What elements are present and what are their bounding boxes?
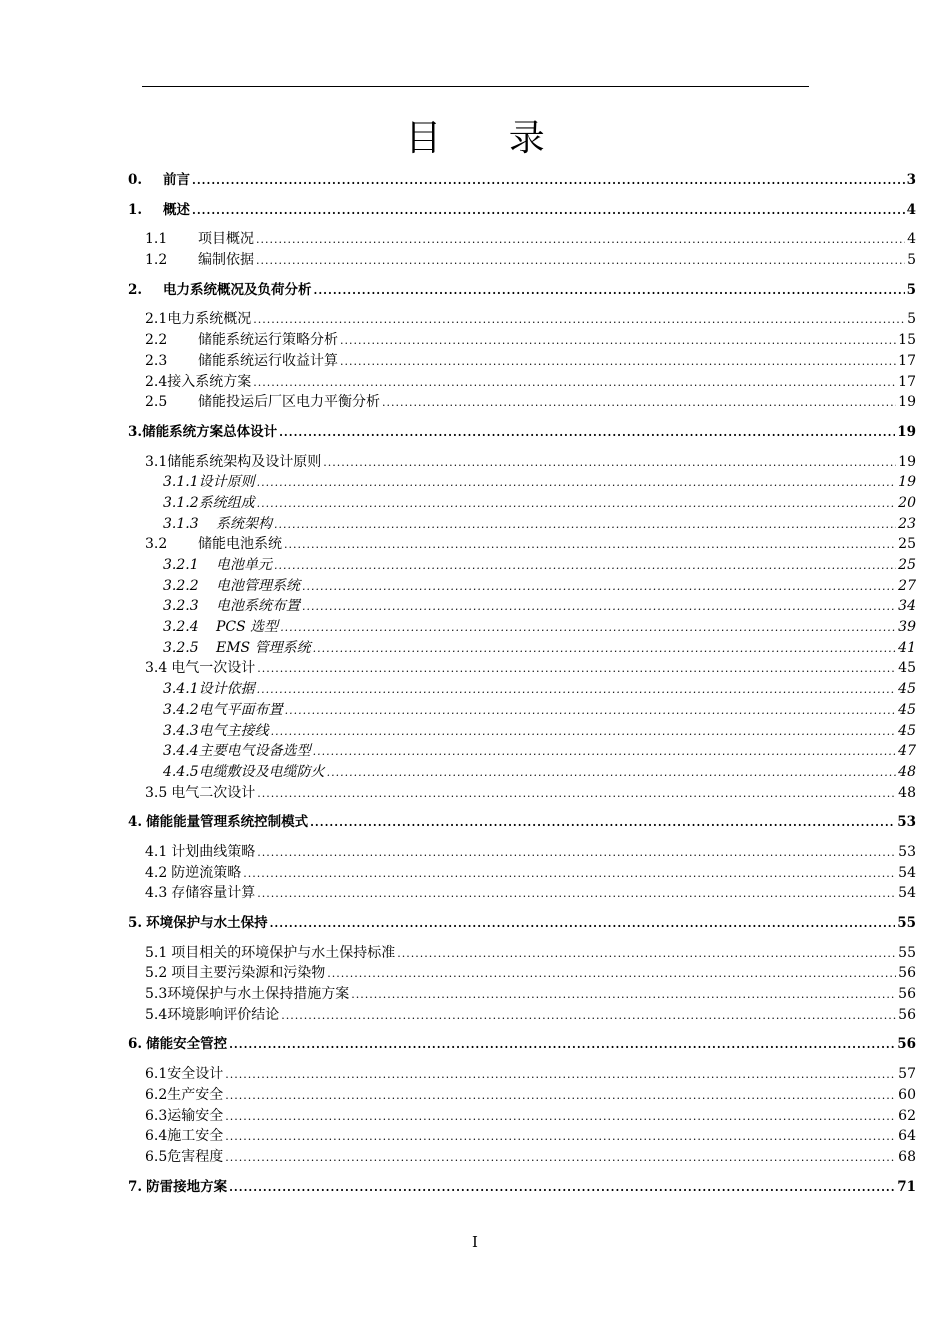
toc-entry[interactable] [163, 638, 916, 659]
toc-entry-label: 环境保护与水土保持 [146, 915, 268, 931]
toc-entry-label: 编制依据 [198, 252, 254, 269]
toc-entry-page: 60 [898, 1086, 916, 1103]
toc-entry-label: 储能系统运行策略分析 [198, 332, 338, 349]
toc-entry-number: 0. [128, 172, 143, 188]
dot-leader [257, 494, 897, 515]
toc-entry-label: 储能系统方案总体设计 [142, 423, 278, 440]
toc-entry-label: 主要电气设备选型 [198, 743, 311, 760]
dot-leader [229, 1035, 895, 1056]
toc-entry-page: 3 [906, 172, 916, 188]
toc-entry-label: 电气平面布置 [198, 701, 283, 718]
toc-entry-page: 34 [898, 598, 916, 615]
toc-entry-number: 3.2 [145, 536, 168, 553]
toc-entry[interactable] [145, 1005, 916, 1026]
toc-entry-page: 20 [898, 494, 916, 511]
toc-entry[interactable] [145, 1085, 916, 1106]
toc-entry-page: 45 [898, 660, 916, 677]
toc-entry-number: 3.2.4 [163, 619, 199, 636]
toc-entry-number: 3.2.5 [163, 639, 199, 656]
toc-entry-page: 25 [898, 536, 916, 553]
toc-entry-number: 5.2 [145, 965, 168, 982]
dot-leader [280, 618, 896, 639]
dot-leader [285, 701, 897, 722]
toc-entry-label: 防雷接地方案 [146, 1178, 228, 1195]
toc-entry-page: 68 [898, 1148, 916, 1165]
toc-entry[interactable] [145, 452, 916, 473]
dot-leader [256, 251, 905, 272]
toc-entry-number: 3.2.1 [163, 557, 199, 573]
toc-entry-label: 电缆敷设及电缆防火 [198, 763, 325, 780]
toc-entry[interactable] [145, 392, 916, 413]
toc-entry-label: 电池管理系统 [216, 577, 300, 594]
toc-entry[interactable] [163, 493, 916, 514]
toc-entry[interactable] [145, 1147, 916, 1168]
header-rule [142, 86, 809, 87]
toc-entry-page: 19 [898, 453, 916, 470]
toc-entry-page: 57 [898, 1066, 916, 1083]
dot-leader [314, 281, 905, 302]
dot-leader [257, 473, 897, 494]
toc-entry[interactable] [163, 576, 916, 597]
toc-entry-page: 45 [898, 722, 916, 739]
dot-leader [243, 864, 896, 885]
toc-title: 目 录 [405, 118, 573, 159]
toc-entry[interactable] [145, 783, 916, 804]
toc-entry[interactable] [128, 200, 916, 221]
dot-leader [302, 597, 896, 618]
toc-entry[interactable] [128, 422, 916, 443]
toc-entry-page: 23 [898, 515, 916, 532]
toc-entry-page: 55 [897, 915, 916, 931]
toc-entry[interactable] [145, 372, 916, 393]
toc-entry-page: 48 [898, 784, 916, 801]
toc-entry-number: 3. [128, 423, 143, 440]
toc-entry-number: 4.4.5 [163, 763, 199, 780]
toc-entry[interactable] [145, 1106, 916, 1127]
toc-entry-page: 56 [898, 1006, 916, 1023]
toc-entry[interactable] [145, 883, 916, 904]
toc-entry[interactable] [145, 658, 916, 679]
toc-entry-label: 危害程度 [167, 1148, 224, 1165]
toc-entry-label: 电气一次设计 [171, 660, 256, 677]
dot-leader [225, 1065, 896, 1086]
toc-entry-label: 概述 [163, 201, 190, 218]
toc-entry[interactable] [145, 842, 916, 863]
toc-entry-page: 48 [898, 763, 916, 780]
section-gap [128, 220, 916, 229]
toc-entry[interactable] [145, 943, 916, 964]
toc-entry-number: 2.3 [145, 352, 168, 369]
dot-leader [256, 230, 905, 251]
section-gap [128, 1168, 916, 1177]
toc-entry[interactable] [128, 812, 916, 833]
toc-entry-number: 3.1.1 [163, 474, 199, 491]
toc-entry[interactable] [163, 721, 916, 742]
section-gap [128, 300, 916, 309]
dot-leader [229, 1178, 895, 1199]
toc-entry-number: 3.5 [145, 784, 168, 801]
toc-entry-label: PCS 选型 [216, 619, 279, 636]
toc-entry-number: 3.2.2 [163, 577, 199, 594]
toc-entry-number: 6.5 [145, 1148, 168, 1165]
toc-entry-page: 54 [898, 885, 916, 902]
toc-entry[interactable] [163, 596, 916, 617]
toc-entry-label: 生产安全 [167, 1086, 224, 1103]
toc-entry[interactable] [145, 250, 916, 271]
toc-entry[interactable] [128, 1177, 916, 1198]
toc-entry-number: 6.1 [145, 1066, 168, 1083]
toc-entry-number: 1.2 [145, 252, 168, 269]
dot-leader [313, 639, 897, 660]
toc-entry[interactable] [128, 170, 916, 191]
toc-entry-number: 1. [128, 201, 143, 218]
toc-entry-number: 6.2 [145, 1086, 168, 1103]
dot-leader [274, 556, 896, 577]
section-gap [128, 904, 916, 913]
dot-leader [302, 577, 896, 598]
toc-entry-page: 47 [898, 743, 916, 760]
toc-entry-number: 7. [128, 1178, 143, 1195]
toc-entry-number: 3.1.2 [163, 494, 199, 511]
dot-leader [192, 201, 905, 222]
toc-entry-page: 15 [898, 332, 916, 349]
toc-entry[interactable] [145, 1064, 916, 1085]
dot-leader [274, 515, 896, 536]
dot-leader [257, 843, 896, 864]
toc-entry-page: 56 [898, 965, 916, 982]
dot-leader [281, 1006, 896, 1027]
toc-entry-number: 3.4 [145, 660, 168, 677]
toc-entry-number: 4.3 [145, 885, 168, 902]
dot-leader [340, 352, 896, 373]
toc-entry-label: 存储容量计算 [171, 885, 256, 902]
dot-leader [397, 944, 896, 965]
toc-entry-label: 环境保护与水土保持措施方案 [167, 986, 350, 1003]
toc-entry[interactable] [163, 472, 916, 493]
section-gap [128, 833, 916, 842]
toc-entry-page: 41 [898, 639, 916, 656]
toc-entry-page: 39 [898, 619, 916, 636]
section-gap [128, 443, 916, 452]
dot-leader [327, 763, 897, 784]
toc-entry-page: 4 [906, 201, 916, 218]
dot-leader [351, 985, 896, 1006]
toc-entry-number: 5.3 [145, 986, 168, 1003]
toc-entry-page: 17 [898, 373, 916, 390]
toc-entry[interactable] [163, 679, 916, 700]
toc-entry-label: 储能安全管控 [146, 1036, 228, 1053]
dot-leader [382, 393, 896, 414]
toc-entry-number: 2. [128, 281, 143, 298]
toc-entry-page: 62 [898, 1107, 916, 1124]
toc-entry-page: 71 [897, 1178, 916, 1195]
toc-entry-label: 电池单元 [216, 557, 272, 573]
toc-entry-number: 1.1 [145, 231, 168, 248]
toc-entry-label: 接入系统方案 [167, 373, 252, 390]
toc-entry-label: 储能电池系统 [198, 536, 282, 553]
toc-entry-number: 2.5 [145, 394, 168, 411]
toc-entry-label: EMS 管理系统 [216, 639, 311, 656]
dot-leader [310, 813, 895, 834]
dot-leader [253, 373, 896, 394]
toc-entry-page: 25 [898, 557, 916, 573]
toc-entry-page: 64 [898, 1128, 916, 1145]
toc-entry-page: 4 [907, 231, 916, 248]
dot-leader [225, 1148, 896, 1169]
toc-entry[interactable] [145, 534, 916, 555]
toc-entry-label: 项目相关的环境保护与水土保持标准 [171, 944, 396, 961]
toc-entry-number: 3.2.3 [163, 598, 199, 615]
toc-entry[interactable] [163, 514, 916, 535]
toc-entry[interactable] [145, 330, 916, 351]
toc-entry[interactable] [163, 741, 916, 762]
section-gap [128, 803, 916, 812]
toc-entry-label: 储能能量管理系统控制模式 [146, 814, 309, 831]
toc-entry-number: 3.4.3 [163, 722, 199, 739]
toc-entry[interactable] [128, 1034, 916, 1055]
toc-entry[interactable] [145, 863, 916, 884]
toc-entry-label: 储能系统运行收益计算 [198, 352, 338, 369]
dot-leader [279, 423, 895, 444]
section-gap [128, 1055, 916, 1064]
toc-entry[interactable] [128, 913, 916, 934]
toc-entry[interactable] [163, 555, 916, 576]
toc-entry-number: 3.1.3 [163, 515, 199, 532]
dot-leader [257, 659, 896, 680]
toc-entry-label: 环境影响评价结论 [167, 1006, 280, 1023]
toc-entry-page: 5 [907, 311, 916, 328]
toc-entry-number: 5.4 [145, 1006, 168, 1023]
toc-entry-number: 2.2 [145, 332, 168, 349]
dot-leader [313, 742, 897, 763]
toc-entry-number: 6.3 [145, 1107, 168, 1124]
section-gap [128, 413, 916, 422]
toc-entry-label: 电气主接线 [198, 722, 269, 739]
toc-entry-page: 45 [898, 681, 916, 698]
toc-entry-label: 项目概况 [198, 231, 254, 248]
dot-leader [253, 310, 905, 331]
toc-entry-label: 电力系统概况 [167, 311, 252, 328]
toc-entry-page: 27 [898, 577, 916, 594]
toc-entry[interactable] [145, 1126, 916, 1147]
toc-entry-number: 5.1 [145, 944, 168, 961]
dot-leader [323, 453, 896, 474]
toc-entry-page: 54 [898, 864, 916, 881]
toc-entry-number: 6. [128, 1036, 143, 1053]
dot-leader [284, 535, 896, 556]
section-gap [128, 934, 916, 943]
toc-entry[interactable] [163, 700, 916, 721]
toc-entry-label: 施工安全 [167, 1128, 224, 1145]
toc-entry[interactable] [163, 617, 916, 638]
toc-entry[interactable] [163, 762, 916, 783]
dot-leader [192, 171, 905, 192]
section-gap [128, 191, 916, 200]
toc-entry-page: 56 [897, 1036, 916, 1053]
table-of-contents [128, 170, 916, 1197]
toc-entry-label: 储能系统架构及设计原则 [167, 453, 322, 470]
dot-leader [257, 784, 896, 805]
toc-entry-label: 计划曲线策略 [171, 843, 256, 860]
toc-entry-number: 3.4.1 [163, 681, 199, 698]
toc-entry-number: 4. [128, 814, 143, 831]
page-number: I [472, 1233, 478, 1251]
dot-leader [225, 1127, 896, 1148]
dot-leader [225, 1086, 896, 1107]
toc-entry[interactable] [128, 280, 916, 301]
dot-leader [270, 914, 896, 935]
toc-entry-number: 3.4.2 [163, 701, 199, 718]
toc-entry-label: 安全设计 [167, 1066, 224, 1083]
toc-entry-page: 19 [897, 423, 916, 440]
toc-entry-page: 19 [898, 474, 916, 491]
dot-leader [225, 1107, 896, 1128]
toc-entry-label: 防逆流策略 [171, 864, 242, 881]
dot-leader [271, 722, 897, 743]
section-gap [128, 271, 916, 280]
toc-entry-page: 55 [898, 944, 916, 961]
dot-leader [340, 331, 896, 352]
toc-entry-page: 17 [898, 352, 916, 369]
dot-leader [257, 680, 897, 701]
toc-entry-label: 设计依据 [198, 681, 255, 698]
toc-entry-number: 3.4.4 [163, 743, 199, 760]
toc-entry[interactable] [145, 984, 916, 1005]
toc-entry-label: 运输安全 [167, 1107, 224, 1124]
toc-entry-page: 53 [897, 814, 916, 831]
toc-entry-page: 19 [898, 394, 916, 411]
toc-entry-number: 5. [128, 915, 143, 931]
dot-leader [257, 884, 896, 905]
toc-entry-number: 4.1 [145, 843, 168, 860]
toc-entry-label: 电力系统概况及负荷分析 [163, 281, 312, 298]
toc-entry[interactable] [145, 309, 916, 330]
toc-entry-label: 前言 [163, 172, 190, 188]
dot-leader [327, 964, 896, 985]
toc-entry-page: 45 [898, 701, 916, 718]
toc-entry-number: 3.1 [145, 453, 168, 470]
toc-entry-label: 电气二次设计 [171, 784, 256, 801]
toc-entry-label: 系统架构 [216, 515, 272, 532]
toc-entry-label: 项目主要污染源和污染物 [171, 965, 326, 982]
toc-entry-label: 储能投运后厂区电力平衡分析 [198, 394, 380, 411]
toc-entry[interactable] [145, 963, 916, 984]
toc-entry-label: 系统组成 [198, 494, 255, 511]
toc-entry-label: 设计原则 [198, 474, 255, 491]
toc-entry-page: 5 [906, 281, 916, 298]
toc-entry-label: 电池系统布置 [216, 598, 300, 615]
toc-entry-page: 56 [898, 986, 916, 1003]
section-gap [128, 1025, 916, 1034]
toc-entry[interactable] [145, 229, 916, 250]
toc-entry-number: 2.4 [145, 373, 168, 390]
toc-entry-number: 2.1 [145, 311, 168, 328]
toc-entry-number: 6.4 [145, 1128, 168, 1145]
toc-entry-page: 53 [898, 843, 916, 860]
toc-entry-number: 4.2 [145, 864, 168, 881]
toc-entry[interactable] [145, 351, 916, 372]
toc-entry-page: 5 [907, 252, 916, 269]
